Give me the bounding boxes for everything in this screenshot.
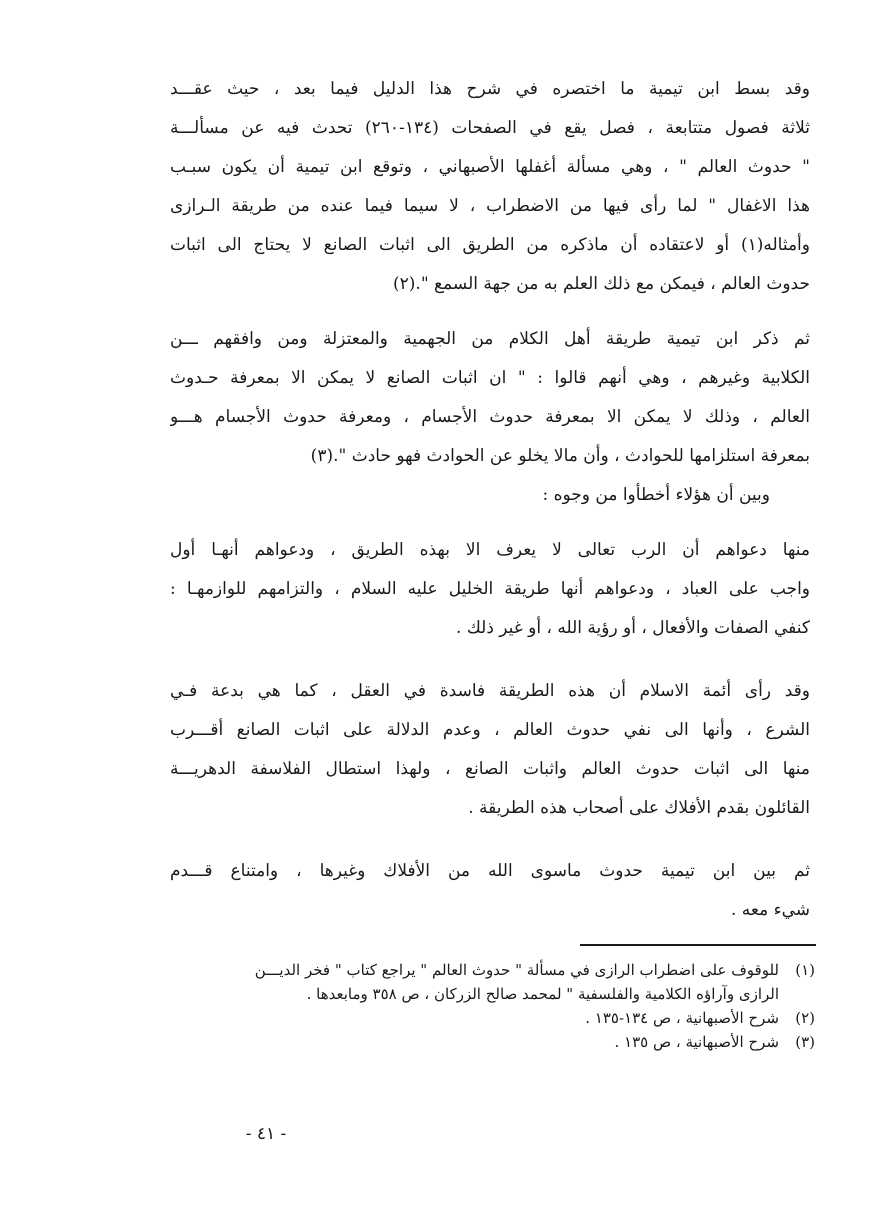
text-line: وقد بسط ابن تيمية ما اختصره في شرح هذا الدليل فيما بعد ، حيث عقـــد — [170, 79, 810, 99]
text-line: منها دعواهم أن الرب تعالى لا يعرف الا بهذه الطريق ، ودعواهم أنهـا أول — [170, 540, 810, 560]
footnote-1 — [170, 958, 815, 982]
paragraph — [170, 672, 810, 828]
footnote-number: (٢) — [795, 1009, 815, 1027]
paragraph — [170, 70, 810, 304]
paragraph — [170, 320, 810, 515]
footnote-number: (٣) — [795, 1033, 815, 1051]
text-line: حدوث العالم ، فيمكن مع ذلك العلم به من جهة السمع ".(٢) — [393, 274, 810, 294]
text-line: العالم ، وذلك لا يمكن الا بمعرفة حدوث الأجسام ، ومعرفة حدوث الأجسام هـــو — [170, 407, 810, 427]
text-line: واجب على العباد ، ودعواهم أنها طريقة الخليل عليه السلام ، والتزامهم للوازمهـا : — [170, 579, 810, 599]
footnote-1-continued — [170, 982, 815, 1006]
footnote-text: الرازى وآراؤه الكلامية والفلسفية " لمحمد صالح الزركان ، ص ٣٥٨ ومابعدها . — [306, 985, 779, 1003]
text-line: ثم ذكر ابن تيمية طريقة أهل الكلام من الجهمية والمعتزلة ومن وافقهم ـــن — [170, 329, 810, 349]
text-line: وبين أن هؤلاء أخطأوا من وجوه : — [542, 485, 770, 505]
text-line: القائلون بقدم الأفلاك على أصحاب هذه الطريقة . — [468, 798, 810, 818]
text-line: " حدوث العالم " ، وهي مسألة أغفلها الأصبهاني ، وتوقع ابن تيمية أن يكون سبـب — [170, 157, 810, 177]
paragraph — [170, 531, 810, 648]
text-line: هذا الاغفال " لما رأى فيها من الاضطراب ، لا سيما فيما عنده من طريقة الـرازى — [170, 196, 810, 216]
footnote-text: للوقوف على اضطراب الرازى في مسألة " حدوث العالم " يراجع كتاب " فخر الديـــن — [254, 961, 779, 979]
text-line: منها الى اثبات حدوث العالم واثبات الصانع ، ولهذا استطال الفلاسفة الدهريـــة — [170, 759, 810, 779]
text-line: وأمثاله(١) أو لاعتقاده أن ماذكره من الطريق الى اثبات الصانع لا يحتاج الى اثبات — [170, 235, 810, 255]
text-line: الشرع ، وأنها الى نفي حدوث العالم ، وعدم الدلالة على اثبات الصانع أقـــرب — [170, 720, 810, 740]
text-line: بمعرفة استلزامها للحوادث ، وأن مالا يخلو عن الحوادث فهو حادث ".(٣) — [310, 446, 810, 466]
text-line: شيء معه . — [730, 900, 810, 920]
footnote-3 — [170, 1030, 815, 1054]
text-line: كنفي الصفات والأفعال ، أو رؤية الله ، أو غير ذلك . — [456, 618, 810, 638]
footnote-divider — [580, 944, 816, 946]
page-number: - ٤١ - — [245, 1124, 287, 1144]
paragraph — [170, 852, 810, 930]
footnote-number: (١) — [795, 961, 815, 979]
body-text — [170, 70, 810, 930]
text-line: ثم بين ابن تيمية حدوث ماسوى الله من الأفلاك وغيرها ، وامتناع قـــدم — [170, 861, 810, 881]
footnotes — [170, 958, 815, 1054]
text-line: وقد رأى أئمة الاسلام أن هذه الطريقة فاسدة في العقل ، كما هي بدعة فـي — [170, 681, 810, 701]
text-line: الكلابية وغيرهم ، وهي أنهم قالوا : " ان اثبات الصانع لا يمكن الا بمعرفة حـدوث — [170, 368, 810, 388]
text-line: ثلاثة فصول متتابعة ، فصل يقع في الصفحات (١٣٤-٢٦٠) تحدث فيه عن مسألـــة — [170, 118, 810, 138]
footnote-text: شرح الأصبهانية ، ص ١٣٤-١٣٥ . — [585, 1009, 779, 1027]
footnote-2 — [170, 1006, 815, 1030]
footnote-text: شرح الأصبهانية ، ص ١٣٥ . — [614, 1033, 779, 1051]
